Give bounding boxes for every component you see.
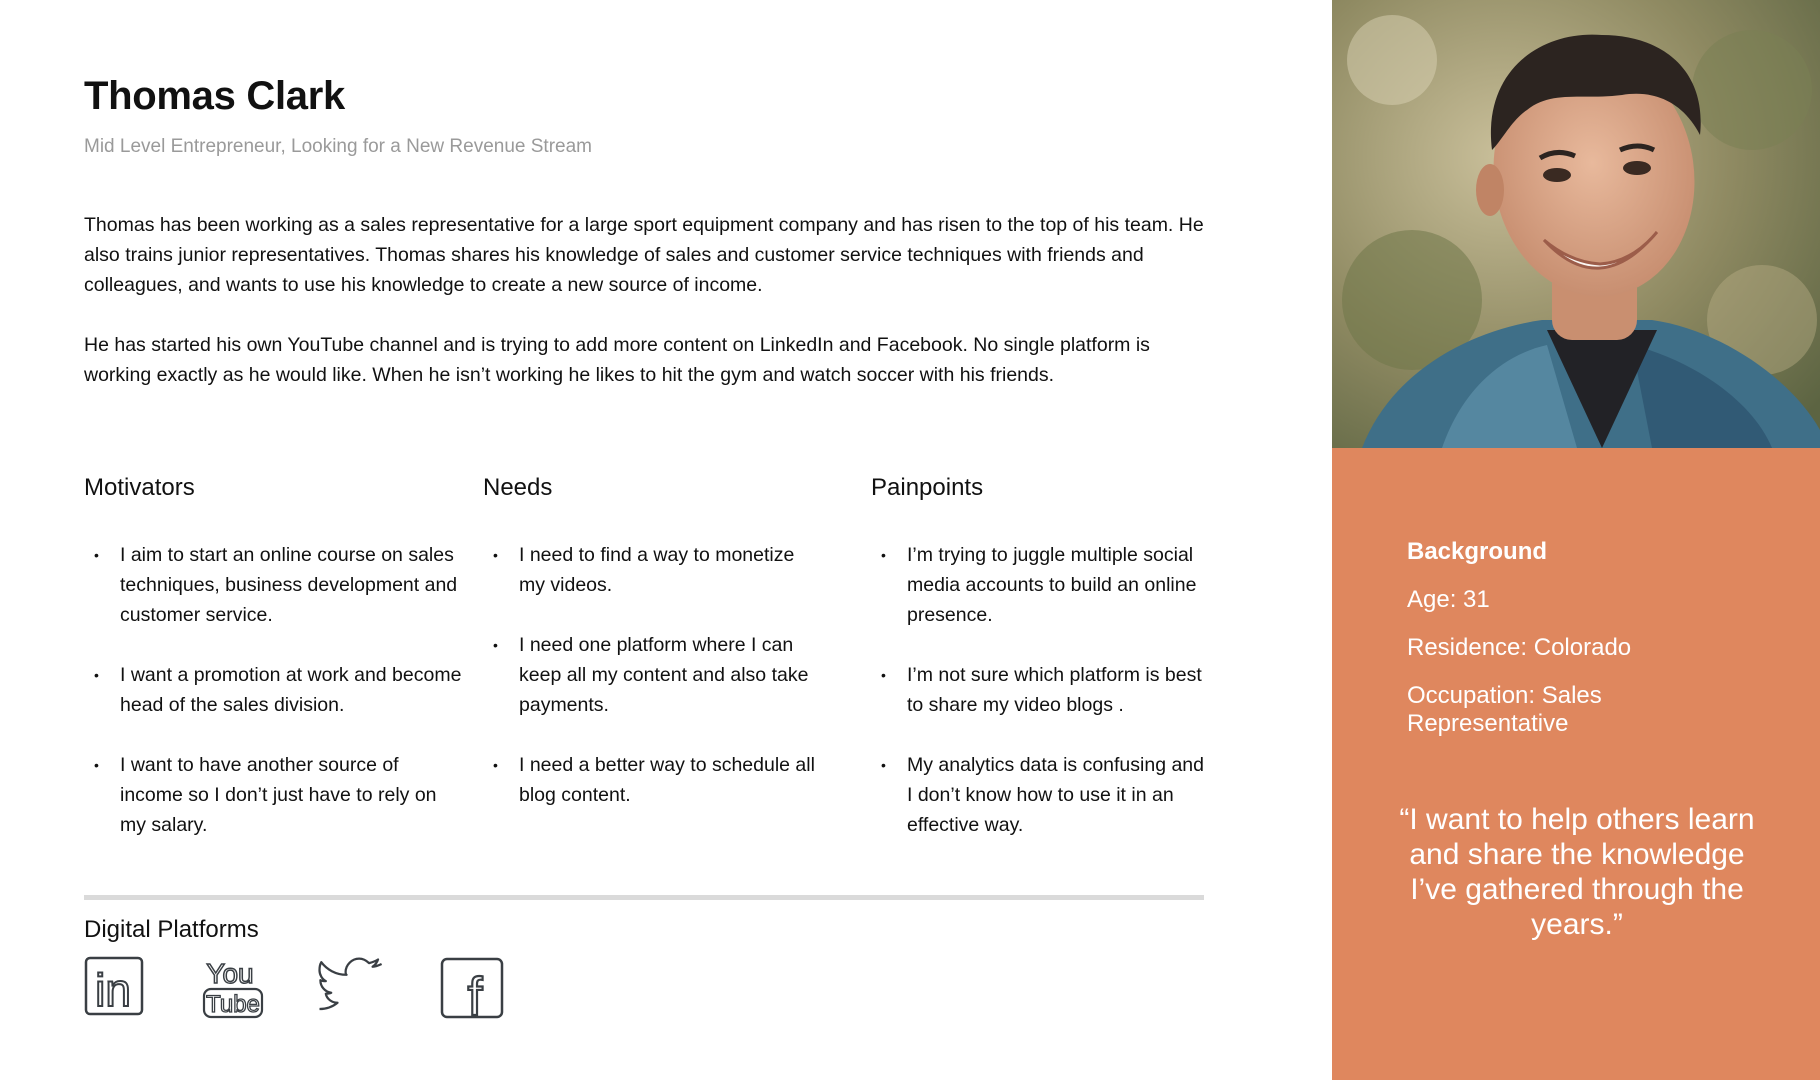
needs-section (483, 474, 823, 840)
list-item: • I need a better way to schedule all blog content. (519, 750, 823, 810)
section-divider (84, 895, 1204, 900)
needs-list (483, 540, 823, 810)
background-panel (1332, 448, 1820, 1080)
portrait-image (1332, 0, 1820, 448)
list-item: • I aim to start an online course on sales techniques, business development and customer service. (120, 540, 464, 630)
facebook-icon-text: f (467, 967, 483, 1021)
background-title: Background (1407, 538, 1548, 565)
list-item: • I’m trying to juggle multiple social media accounts to build an online presence. (907, 540, 1211, 630)
residence-text: Residence: Colorado (1407, 634, 1632, 661)
youtube-icon-bottom-text: Tube (206, 991, 260, 1018)
painpoints-list (871, 540, 1211, 840)
persona-subtitle: Mid Level Entrepreneur, Looking for a New Revenue Stream (84, 136, 592, 157)
occupation-text: Occupation: Sales Representative (1407, 682, 1602, 737)
list-item: • I need one platform where I can keep all my content and also take payments. (519, 630, 823, 720)
painpoints-title: Painpoints (871, 474, 984, 501)
linkedin-icon-text: in (95, 964, 131, 1016)
motivators-list (84, 540, 464, 840)
digital-platforms-title: Digital Platforms (84, 916, 259, 943)
linkedin-icon (84, 955, 146, 1017)
list-item: • I want to have another source of income so I don’t just have to rely on my salary. (120, 750, 464, 840)
motivators-section (84, 474, 464, 870)
list-item: • My analytics data is confusing and I don’t know how to use it in an effective way. (907, 750, 1211, 840)
youtube-icon (200, 955, 268, 1023)
list-item: • I want a promotion at work and become head of the sales division. (120, 660, 464, 720)
list-item: • I’m not sure which platform is best to share my video blogs . (907, 660, 1211, 720)
age-text: Age: 31 (1407, 586, 1490, 613)
bio-paragraph: Thomas has been working as a sales representative for a large sport equipment company and has risen to the top of his team. He also trains junior representatives. Thomas shares his knowledge of sales and customer service techniques with friends and colleagues, and wants to use his knowledge to create a new source of income. (84, 214, 1204, 296)
list-item: • I need to find a way to monetize my videos. (519, 540, 823, 600)
persona-quote: “I want to help others learn and share the knowledge I’ve gathered through the years.” (1399, 803, 1755, 941)
persona-bio (84, 210, 1214, 420)
youtube-icon-top-text: You (206, 958, 254, 989)
facebook-icon (439, 955, 505, 1021)
needs-title: Needs (483, 474, 553, 501)
motivators-title: Motivators (84, 474, 195, 501)
bio-paragraph: He has started his own YouTube channel and is trying to add more content on LinkedIn and Facebook. No single platform is working exactly as he would like. When he isn’t working he likes to hit the gym and watch soccer with his friends. (84, 334, 1150, 386)
persona-photo (1332, 0, 1820, 448)
twitter-icon (318, 955, 386, 1017)
platform-icons (84, 955, 564, 1025)
persona-name: Thomas Clark (84, 74, 345, 118)
painpoints-section (871, 474, 1211, 870)
